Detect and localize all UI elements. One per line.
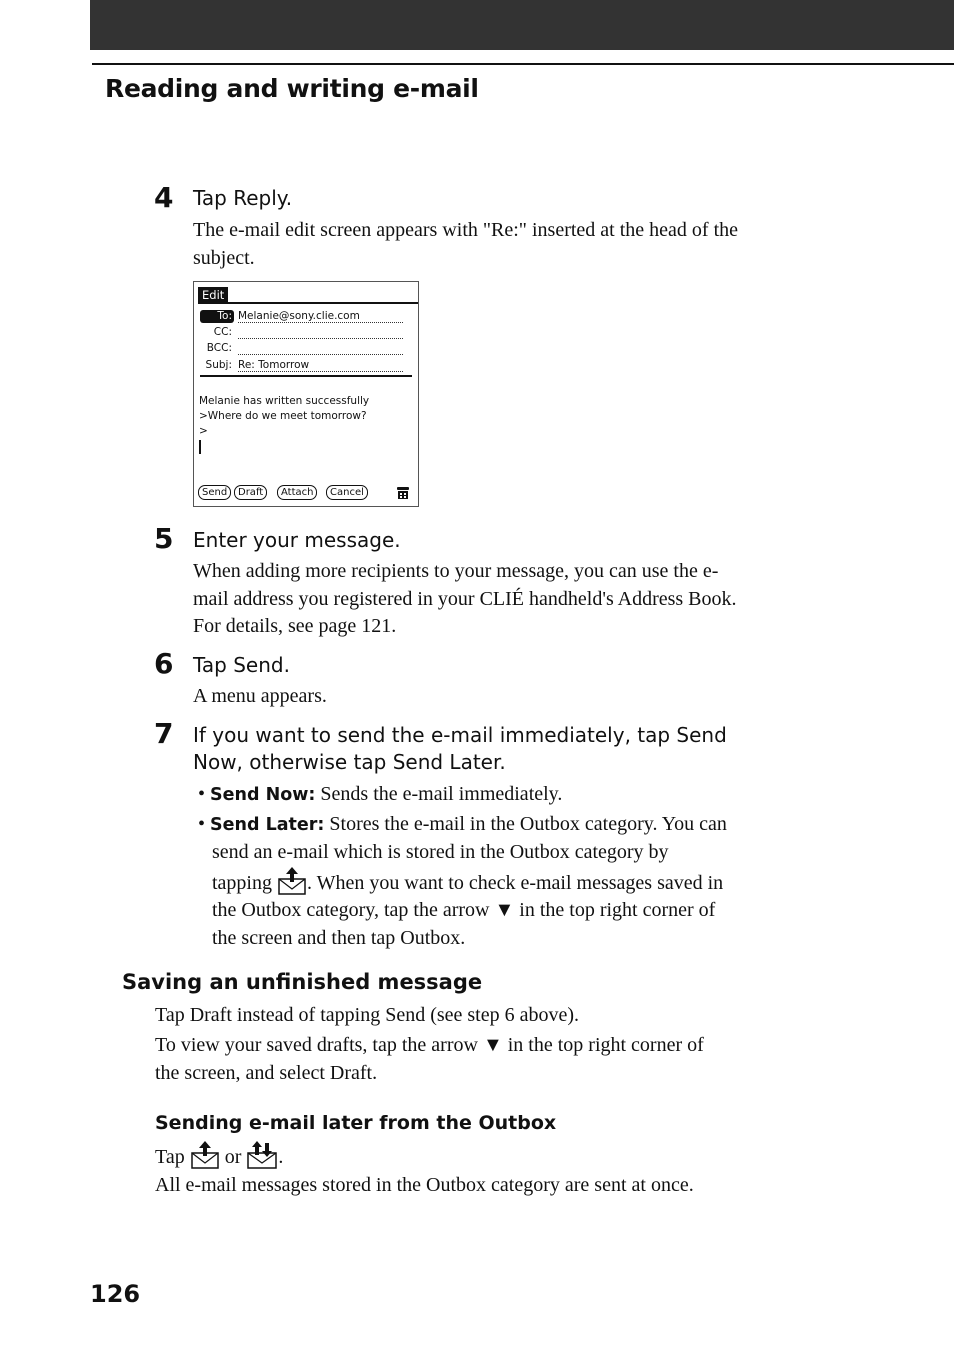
step-5-body-line: For details, see page 121. [193, 615, 397, 637]
step-7-title-line: If you want to send the e-mail immediately, tap Send [193, 723, 727, 747]
saving-heading: Saving an unfinished message [122, 970, 483, 994]
draft-button[interactable]: Draft [234, 485, 267, 500]
send-now-label: Send Now: [210, 785, 316, 805]
to-field[interactable]: Melanie@sony.clie.com [238, 310, 403, 323]
header-rule [92, 63, 954, 65]
step-6-number: 6 [154, 647, 174, 680]
step-5-body-line: mail address you registered in your CLIÉ handheld's Address Book. [193, 587, 737, 610]
period-text: . [278, 1146, 284, 1168]
saving-line: Tap Draft instead of tapping Send (see step 6 above). [155, 1004, 580, 1026]
send-button[interactable]: Send [198, 485, 231, 500]
email-edit-screenshot [193, 281, 419, 507]
attach-button[interactable]: Attach [277, 485, 317, 500]
send-outbox-icon[interactable] [190, 1141, 220, 1169]
subj-field[interactable]: Re: Tomorrow [238, 359, 403, 372]
header-bar [90, 0, 954, 50]
send-now-text: Sends the e-mail immediately. [320, 783, 563, 805]
send-later-line: the Outbox category, tap the arrow ▼ in the top right corner of [212, 899, 716, 921]
or-text: or [224, 1146, 242, 1168]
saving-line: the screen, and select Draft. [155, 1061, 378, 1084]
step-5-number: 5 [154, 522, 174, 555]
edit-tab[interactable]: Edit [198, 287, 228, 303]
step-6-body: A menu appears. [193, 685, 327, 707]
send-now-bullet [198, 781, 818, 810]
outbox-heading: Sending e-mail later from the Outbox [155, 1112, 557, 1134]
send-later-line [212, 867, 812, 898]
step-5-body-line: When adding more recipients to your message, you can use the e- [193, 560, 719, 582]
step-7-number: 7 [154, 717, 174, 750]
saving-body [155, 1032, 704, 1087]
to-label[interactable]: To: [217, 310, 232, 322]
bcc-field[interactable] [238, 342, 403, 355]
step-4-body-line: subject. [193, 246, 255, 269]
send-later-label: Send Later: [210, 815, 325, 835]
step-4-number: 4 [154, 181, 174, 214]
phone-icon[interactable] [396, 487, 410, 499]
send-later-text: . When you want to check e-mail messages saved in [307, 871, 724, 894]
tap-text: Tap [155, 1146, 185, 1168]
step-7-title [193, 722, 727, 776]
send-later-line: send an e-mail which is stored in the Outbox category by [212, 841, 669, 863]
step-5-body [193, 558, 737, 641]
send-later-line: the screen and then tap Outbox. [212, 926, 466, 949]
body-line: Melanie has written successfully [199, 395, 370, 407]
outbox-line: All e-mail messages stored in the Outbox category are sent at once. [155, 1174, 694, 1196]
send-outbox-icon[interactable] [277, 867, 307, 895]
bullet-dot: • [198, 813, 206, 835]
send-later-text: tapping [212, 871, 272, 894]
text-cursor [199, 440, 201, 454]
send-later-continued [212, 839, 812, 952]
page-number: 126 [90, 1280, 141, 1308]
step-6-title: Tap Send. [193, 653, 290, 677]
step-4-body [193, 217, 738, 272]
outbox-tap-line [155, 1141, 283, 1172]
step-4-body-line: The e-mail edit screen appears with "Re:" inserted at the head of the [193, 219, 738, 241]
body-line: > [199, 425, 208, 437]
cancel-button[interactable]: Cancel [326, 485, 368, 500]
header-divider [200, 375, 412, 377]
step-4-title: Tap Reply. [193, 186, 293, 210]
title-rule [198, 302, 418, 304]
send-later-bullet [198, 811, 818, 840]
section-title: Reading and writing e-mail [105, 74, 479, 103]
step-5-title: Enter your message. [193, 528, 401, 552]
body-line: >Where do we meet tomorrow? [199, 410, 367, 422]
cc-field[interactable] [238, 326, 403, 339]
send-receive-icon[interactable] [246, 1141, 278, 1169]
bullet-dot: • [198, 783, 206, 805]
saving-line: To view your saved drafts, tap the arrow ▼ in the top right corner of [155, 1034, 704, 1056]
subj-label: Subj: [205, 359, 232, 371]
cc-label: CC: [213, 326, 232, 338]
bcc-label: BCC: [206, 342, 232, 354]
step-7-title-line: Now, otherwise tap Send Later. [193, 750, 506, 774]
send-later-text: Stores the e-mail in the Outbox category. You can [329, 813, 727, 835]
